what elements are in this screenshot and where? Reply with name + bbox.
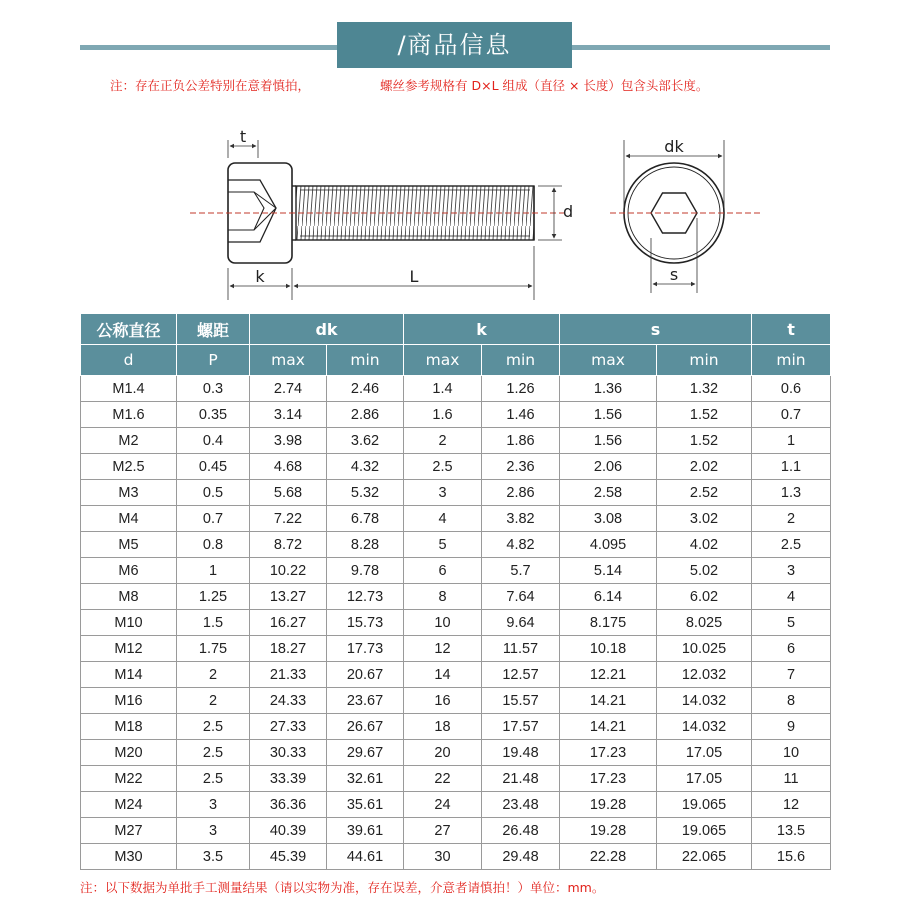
cell-t-min: 1 (752, 428, 831, 454)
cell-s-min: 10.025 (657, 636, 752, 662)
cell-s-min: 8.025 (657, 610, 752, 636)
cell-s-max: 2.58 (560, 480, 657, 506)
table-row (81, 454, 831, 480)
cell-pitch: 2.5 (177, 714, 250, 740)
cell-s-max: 10.18 (560, 636, 657, 662)
table-row (81, 662, 831, 688)
cell-dk-max: 4.68 (250, 454, 327, 480)
cell-size: M30 (81, 844, 177, 870)
cell-size: M1.6 (81, 402, 177, 428)
cell-s-min: 5.02 (657, 558, 752, 584)
subheader-s-min: min (657, 345, 752, 376)
cell-dk-min: 5.32 (327, 480, 404, 506)
cell-t-min: 0.7 (752, 402, 831, 428)
cell-k-min: 21.48 (482, 766, 560, 792)
cell-dk-max: 24.33 (250, 688, 327, 714)
cell-dk-max: 13.27 (250, 584, 327, 610)
cell-dk-min: 39.61 (327, 818, 404, 844)
cell-s-min: 1.52 (657, 428, 752, 454)
cell-s-max: 17.23 (560, 766, 657, 792)
table-row (81, 844, 831, 870)
cell-pitch: 0.3 (177, 376, 250, 402)
note-spec-format: 螺丝参考规格有 D×L 组成（直径 × 长度）包含头部长度。 (380, 78, 709, 93)
cell-t-min: 9 (752, 714, 831, 740)
cell-t-min: 12 (752, 792, 831, 818)
cell-k-max: 22 (404, 766, 482, 792)
cell-dk-max: 16.27 (250, 610, 327, 636)
cell-s-max: 1.56 (560, 402, 657, 428)
cell-s-max: 3.08 (560, 506, 657, 532)
subheader-nominal: d (81, 345, 177, 376)
dim-label-s: s (669, 265, 679, 284)
cell-t-min: 10 (752, 740, 831, 766)
header-pitch: 螺距 (177, 314, 250, 345)
cell-size: M3 (81, 480, 177, 506)
subheader-pitch: P (177, 345, 250, 376)
cell-t-min: 8 (752, 688, 831, 714)
table-row (81, 376, 831, 402)
subheader-dk-max: max (250, 345, 327, 376)
cell-t-min: 1.3 (752, 480, 831, 506)
cell-dk-max: 2.74 (250, 376, 327, 402)
cell-s-max: 17.23 (560, 740, 657, 766)
header-nominal: 公称直径 (81, 314, 177, 345)
note-tolerance: 注：存在正负公差特别在意着慎拍， (110, 78, 311, 93)
table-row (81, 402, 831, 428)
note-measurement: 注：以下数据为单批手工测量结果（请以实物为准，存在误差，介意者请慎拍！）单位：mm。 (80, 880, 605, 895)
table-row (81, 506, 831, 532)
cell-size: M10 (81, 610, 177, 636)
table-row (81, 688, 831, 714)
cell-t-min: 6 (752, 636, 831, 662)
header-dk: dk (250, 314, 404, 345)
screw-diagram (170, 118, 790, 308)
dim-label-d: d (563, 202, 574, 221)
cell-s-max: 1.56 (560, 428, 657, 454)
cell-k-max: 2.5 (404, 454, 482, 480)
cell-s-min: 2.02 (657, 454, 752, 480)
cell-k-max: 5 (404, 532, 482, 558)
cell-dk-max: 7.22 (250, 506, 327, 532)
cell-k-max: 8 (404, 584, 482, 610)
subheader-k-max: max (404, 345, 482, 376)
table-header-row (81, 314, 831, 345)
cell-dk-max: 30.33 (250, 740, 327, 766)
cell-pitch: 2.5 (177, 766, 250, 792)
subheader-dk-min: min (327, 345, 404, 376)
cell-dk-min: 23.67 (327, 688, 404, 714)
cell-k-min: 15.57 (482, 688, 560, 714)
cell-dk-min: 15.73 (327, 610, 404, 636)
cell-s-min: 14.032 (657, 688, 752, 714)
cell-dk-min: 6.78 (327, 506, 404, 532)
cell-dk-max: 21.33 (250, 662, 327, 688)
cell-dk-max: 8.72 (250, 532, 327, 558)
cell-t-min: 11 (752, 766, 831, 792)
cell-size: M22 (81, 766, 177, 792)
cell-dk-max: 27.33 (250, 714, 327, 740)
cell-k-max: 16 (404, 688, 482, 714)
cell-s-max: 14.21 (560, 714, 657, 740)
cell-k-min: 5.7 (482, 558, 560, 584)
cell-s-min: 1.32 (657, 376, 752, 402)
dim-label-t: t (239, 127, 247, 146)
cell-s-min: 6.02 (657, 584, 752, 610)
cell-t-min: 15.6 (752, 844, 831, 870)
table-row (81, 740, 831, 766)
cell-size: M20 (81, 740, 177, 766)
cell-t-min: 1.1 (752, 454, 831, 480)
cell-s-max: 14.21 (560, 688, 657, 714)
cell-pitch: 0.5 (177, 480, 250, 506)
cell-size: M14 (81, 662, 177, 688)
cell-size: M8 (81, 584, 177, 610)
cell-k-min: 4.82 (482, 532, 560, 558)
dim-label-k: k (255, 267, 265, 286)
table-row (81, 480, 831, 506)
cell-pitch: 0.7 (177, 506, 250, 532)
cell-s-max: 8.175 (560, 610, 657, 636)
cell-k-max: 3 (404, 480, 482, 506)
subheader-s-max: max (560, 345, 657, 376)
cell-k-max: 1.6 (404, 402, 482, 428)
cell-t-min: 7 (752, 662, 831, 688)
cell-k-max: 4 (404, 506, 482, 532)
cell-s-min: 17.05 (657, 740, 752, 766)
cell-s-max: 19.28 (560, 792, 657, 818)
cell-size: M4 (81, 506, 177, 532)
cell-k-max: 30 (404, 844, 482, 870)
cell-t-min: 4 (752, 584, 831, 610)
cell-dk-min: 2.86 (327, 402, 404, 428)
cell-dk-min: 3.62 (327, 428, 404, 454)
cell-size: M2 (81, 428, 177, 454)
cell-s-min: 3.02 (657, 506, 752, 532)
cell-pitch: 0.8 (177, 532, 250, 558)
dim-label-dk: dk (664, 137, 684, 156)
cell-dk-max: 33.39 (250, 766, 327, 792)
cell-k-max: 27 (404, 818, 482, 844)
cell-pitch: 1.25 (177, 584, 250, 610)
cell-s-min: 4.02 (657, 532, 752, 558)
cell-size: M1.4 (81, 376, 177, 402)
cell-k-min: 23.48 (482, 792, 560, 818)
cell-size: M18 (81, 714, 177, 740)
cell-s-max: 6.14 (560, 584, 657, 610)
cell-k-min: 3.82 (482, 506, 560, 532)
table-row (81, 584, 831, 610)
cell-k-max: 1.4 (404, 376, 482, 402)
cell-k-min: 11.57 (482, 636, 560, 662)
table-row (81, 766, 831, 792)
subheader-k-min: min (482, 345, 560, 376)
cell-dk-min: 2.46 (327, 376, 404, 402)
cell-dk-min: 29.67 (327, 740, 404, 766)
cell-pitch: 3 (177, 818, 250, 844)
table-subheader-row (81, 345, 831, 376)
cell-k-min: 17.57 (482, 714, 560, 740)
cell-dk-min: 4.32 (327, 454, 404, 480)
cell-s-max: 1.36 (560, 376, 657, 402)
cell-k-min: 29.48 (482, 844, 560, 870)
cell-pitch: 1.5 (177, 610, 250, 636)
cell-t-min: 13.5 (752, 818, 831, 844)
cell-size: M2.5 (81, 454, 177, 480)
cell-k-min: 9.64 (482, 610, 560, 636)
cell-t-min: 3 (752, 558, 831, 584)
cell-pitch: 1 (177, 558, 250, 584)
cell-k-min: 1.46 (482, 402, 560, 428)
dim-label-L: L (409, 267, 419, 286)
cell-s-max: 12.21 (560, 662, 657, 688)
cell-size: M24 (81, 792, 177, 818)
cell-t-min: 5 (752, 610, 831, 636)
cell-dk-min: 8.28 (327, 532, 404, 558)
cell-s-min: 12.032 (657, 662, 752, 688)
cell-dk-min: 17.73 (327, 636, 404, 662)
cell-pitch: 0.35 (177, 402, 250, 428)
cell-t-min: 2 (752, 506, 831, 532)
cell-t-min: 0.6 (752, 376, 831, 402)
cell-k-max: 6 (404, 558, 482, 584)
cell-k-min: 12.57 (482, 662, 560, 688)
screw-end-view (610, 163, 760, 263)
cell-dk-min: 9.78 (327, 558, 404, 584)
cell-dk-max: 45.39 (250, 844, 327, 870)
cell-size: M16 (81, 688, 177, 714)
cell-k-min: 1.26 (482, 376, 560, 402)
cell-pitch: 1.75 (177, 636, 250, 662)
subheader-t-min: min (752, 345, 831, 376)
cell-dk-max: 10.22 (250, 558, 327, 584)
cell-dk-max: 5.68 (250, 480, 327, 506)
cell-s-min: 2.52 (657, 480, 752, 506)
cell-k-min: 1.86 (482, 428, 560, 454)
cell-s-min: 19.065 (657, 818, 752, 844)
header-t: t (752, 314, 831, 345)
cell-s-max: 2.06 (560, 454, 657, 480)
cell-dk-max: 36.36 (250, 792, 327, 818)
cell-size: M5 (81, 532, 177, 558)
table-row (81, 636, 831, 662)
cell-k-max: 12 (404, 636, 482, 662)
cell-k-max: 18 (404, 714, 482, 740)
cell-dk-max: 3.98 (250, 428, 327, 454)
spec-table (80, 313, 831, 870)
cell-k-max: 24 (404, 792, 482, 818)
cell-s-max: 19.28 (560, 818, 657, 844)
cell-k-min: 2.86 (482, 480, 560, 506)
cell-k-min: 2.36 (482, 454, 560, 480)
cell-s-min: 22.065 (657, 844, 752, 870)
cell-pitch: 3.5 (177, 844, 250, 870)
cell-s-min: 1.52 (657, 402, 752, 428)
cell-pitch: 2 (177, 688, 250, 714)
table-row (81, 558, 831, 584)
cell-pitch: 2 (177, 662, 250, 688)
cell-k-min: 19.48 (482, 740, 560, 766)
header-line-left (80, 45, 338, 50)
cell-k-min: 7.64 (482, 584, 560, 610)
header-s: s (560, 314, 752, 345)
cell-dk-min: 44.61 (327, 844, 404, 870)
cell-dk-min: 26.67 (327, 714, 404, 740)
cell-k-max: 2 (404, 428, 482, 454)
page-title: /商品信息 (337, 22, 572, 68)
cell-dk-min: 32.61 (327, 766, 404, 792)
cell-k-min: 26.48 (482, 818, 560, 844)
screw-side-view (190, 163, 565, 263)
cell-s-min: 17.05 (657, 766, 752, 792)
cell-size: M6 (81, 558, 177, 584)
cell-dk-max: 18.27 (250, 636, 327, 662)
table-row (81, 818, 831, 844)
cell-s-max: 5.14 (560, 558, 657, 584)
cell-size: M27 (81, 818, 177, 844)
cell-t-min: 2.5 (752, 532, 831, 558)
cell-k-max: 10 (404, 610, 482, 636)
cell-size: M12 (81, 636, 177, 662)
cell-dk-max: 40.39 (250, 818, 327, 844)
header-k: k (404, 314, 560, 345)
table-row (81, 532, 831, 558)
cell-dk-min: 35.61 (327, 792, 404, 818)
table-row (81, 792, 831, 818)
cell-pitch: 3 (177, 792, 250, 818)
cell-k-max: 14 (404, 662, 482, 688)
table-row (81, 610, 831, 636)
cell-s-max: 4.095 (560, 532, 657, 558)
cell-s-max: 22.28 (560, 844, 657, 870)
cell-dk-max: 3.14 (250, 402, 327, 428)
cell-pitch: 0.4 (177, 428, 250, 454)
table-row (81, 428, 831, 454)
cell-s-min: 19.065 (657, 792, 752, 818)
cell-pitch: 0.45 (177, 454, 250, 480)
cell-s-min: 14.032 (657, 714, 752, 740)
table-row (81, 714, 831, 740)
cell-pitch: 2.5 (177, 740, 250, 766)
cell-k-max: 20 (404, 740, 482, 766)
cell-dk-min: 12.73 (327, 584, 404, 610)
cell-dk-min: 20.67 (327, 662, 404, 688)
header-line-right (571, 45, 830, 50)
